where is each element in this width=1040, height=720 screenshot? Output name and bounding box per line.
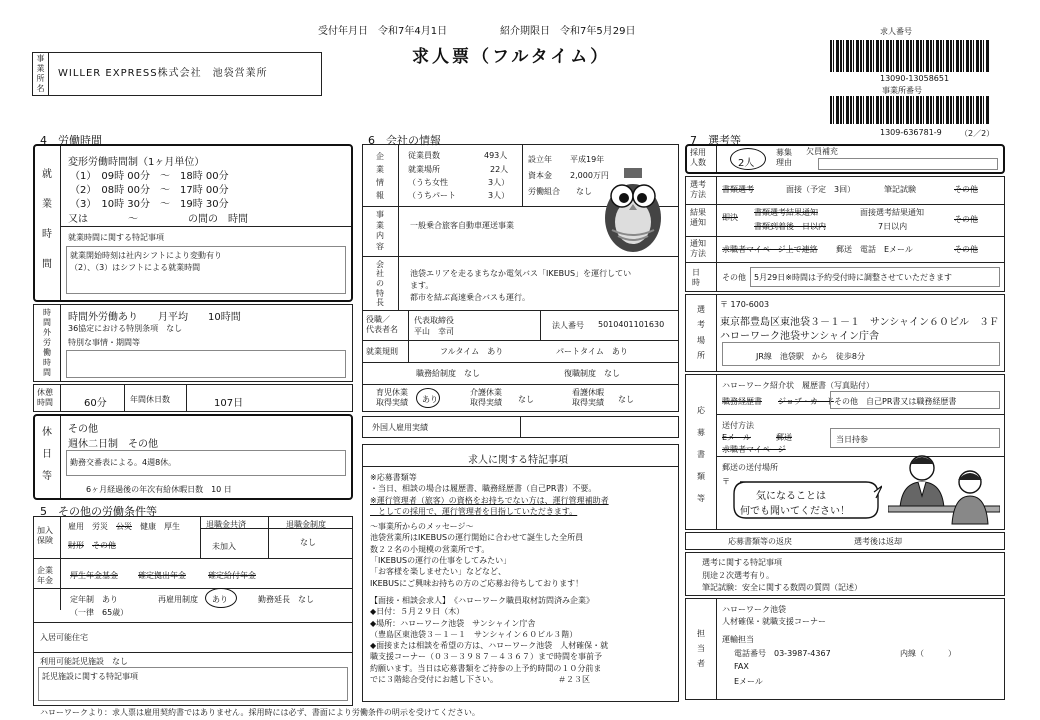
result-label: 結果 通知 — [690, 208, 706, 227]
docs-other: その他 自己PR書又は職務経歴書 — [834, 397, 957, 406]
shift-3: （3） 10時 30分 ～ 19時 30分 — [70, 199, 229, 210]
union: なし — [576, 187, 592, 196]
holiday-other: その他 — [68, 424, 98, 435]
method-other: その他 — [954, 185, 978, 194]
hire-label: 採用 人数 — [690, 148, 706, 167]
owl-mascot-icon — [598, 160, 668, 256]
extension: 勤務延長 なし — [258, 595, 314, 604]
pension-2: 確定拠出年金 — [138, 571, 186, 580]
page-number: （2／2） — [960, 129, 995, 138]
work-system: 変形労働時間制（1ヶ月単位） — [68, 157, 205, 168]
insurance-2: 財形 その他 — [68, 541, 116, 550]
job-number: 13090-13058651 — [880, 74, 950, 83]
women: 3人） — [488, 178, 510, 187]
capital-label: 資本金 — [528, 171, 552, 180]
expiry-date: 紹介期限日 令和7年5月29日 — [500, 26, 636, 37]
insurance-label: 加入 保険 — [37, 526, 53, 545]
corp-no: 5010401101630 — [598, 320, 665, 329]
select-note-1: 別途２次選考有り。 — [702, 571, 774, 580]
bubble-line-2: 何でも聞いてください！ — [740, 506, 850, 517]
pension-3: 確定給付年金 — [208, 571, 256, 580]
method-strike: 書類選考 — [722, 185, 754, 194]
shift-1: （1） 09時 00分 ～ 18時 00分 — [70, 171, 229, 182]
founded: 平成19年 — [570, 155, 605, 164]
childcare-note: 託児施設に関する特記事項 — [42, 672, 138, 681]
insurance: 雇用 労災 公災 健康 厚生 — [68, 522, 180, 531]
docs-strike2: ジョブ・カード — [778, 397, 834, 406]
docs-items: ハローワーク紹介状 履歴書（写真貼付） — [722, 381, 874, 390]
hire-count: 2人 — [738, 158, 755, 169]
housing: 入居可能住宅 — [40, 633, 88, 642]
written-test: 筆記試験 — [884, 185, 916, 194]
hire-count-circle — [730, 148, 766, 170]
bubble-line-1: 気になることは — [756, 491, 826, 502]
reason: 欠員補充 — [806, 147, 838, 156]
reemploy-value: あり — [212, 595, 228, 604]
or-line: 又は ～ の間の 時間 — [68, 214, 248, 225]
notify: 郵送 電話 Eメール — [836, 245, 913, 254]
place-label: 選 考 場 所 — [697, 304, 705, 361]
job-number-label: 求人番号 — [880, 27, 912, 36]
office-number-barcode — [830, 96, 990, 124]
rep-name: 平山 幸司 — [414, 327, 454, 336]
job-number-barcode — [830, 40, 990, 72]
employees: 493人 — [484, 151, 508, 160]
paid-leave: 6ヶ月経過後の年次有給休暇日数 10 日 — [86, 485, 232, 494]
site-label: 就業場所 — [408, 165, 440, 174]
date-label: 日 時 — [692, 268, 700, 287]
union-label: 労働組合 — [528, 187, 560, 196]
break-value: 60分 — [84, 398, 107, 409]
contact-corner: 人材確保・就職支援コーナー — [722, 617, 826, 626]
overtime-label: 時 間 外 労 働 時 間 — [43, 308, 51, 377]
special-cond: 特別な事情・期間等 — [68, 338, 140, 347]
features-2: ます。 — [410, 281, 434, 290]
features-3: 都市を結ぶ高速乗合バスも運行。 — [410, 293, 530, 302]
sec5-title: 5 その他の労働条件等 — [40, 505, 157, 518]
business: 一般乗合旅客自動車運送事業 — [410, 221, 514, 230]
holiday-system: 週休二日制 その他 — [68, 439, 158, 450]
special-hours-2: （2）、（3）はシフトによる就業時間 — [70, 263, 201, 272]
rep-label: 役職／ 代表者名 — [366, 315, 398, 334]
corp-no-label: 法人番号 — [552, 321, 584, 330]
contact-phone: 電話番号 03-3987-4367 — [734, 649, 831, 658]
address: 東京都豊島区東池袋３－１－１ サンシャイン６０ビル ３Ｆ — [720, 317, 1000, 328]
special-cond-box — [66, 350, 346, 378]
contact-person: 運輸担当 — [722, 635, 754, 644]
care-leave-label: 介護休業 取得実績 — [470, 388, 502, 407]
send-strike1: Eメール — [722, 433, 751, 442]
method: 面接（予定 3回） — [786, 185, 856, 194]
part: 3人） — [488, 191, 510, 200]
venue: ハローワーク池袋サンシャイン庁舎 — [720, 331, 880, 342]
annual-holidays: 107日 — [214, 398, 244, 409]
method-label: 選考 方法 — [690, 180, 706, 199]
nursing-leave-label: 看護休暇 取得実績 — [572, 388, 604, 407]
pension-1: 厚生年金基金 — [70, 571, 118, 580]
result-interview: 面接選考結果通知 — [860, 208, 924, 217]
result-other: その他 — [954, 215, 978, 224]
docs-label: 応 募 書 類 等 — [697, 406, 705, 503]
agreement-line: 36協定における特別条項 なし — [68, 324, 183, 333]
capital: 2,000万円 — [570, 171, 609, 180]
zip: 〒 170-6003 — [720, 300, 770, 309]
annual-holidays-label: 年間休日数 — [130, 395, 170, 404]
notify-strike: 求職者マイページ上で連絡 — [722, 245, 818, 254]
result-immediate: 即決 — [722, 213, 738, 222]
childcare: 利用可能託児施設 なし — [40, 657, 128, 666]
rules-label: 就業規則 — [366, 347, 398, 356]
pension-label: 企業 年金 — [37, 566, 53, 585]
features-1: 池袋エリアを走るまちなか電気バス「IKEBUS」を運行してい — [410, 269, 632, 278]
holiday-label: 休 日 等 — [42, 427, 52, 482]
date-other: その他 — [722, 273, 746, 282]
page-title: 求人票（フルタイム） — [412, 47, 611, 67]
send-strike2: 郵送 — [776, 433, 792, 442]
return-label: 応募書類等の返戻 — [728, 537, 792, 546]
docs-strike1: 職務経歴書 — [722, 397, 762, 406]
shift-2: （2） 08時 00分 ～ 17時 00分 — [70, 185, 229, 196]
notify-other: その他 — [954, 245, 978, 254]
special-lines: ※応募書類等 ・当日、相談の場合は履歴書、職務経歴書（自己PR書）不要。 ※運行管理者（旅客）の資格をお持ちでない方は、運行管理補助者 としての採用で、運行管理者を目指していただきます。 ～事業所からのメッセージ～ 池袋営業所はIKEBUSの運行開始に合わせて誕生した全所員 数２２名の小規模の営業所です。 「IKEBUSの運行の仕事をしてみたい」 「お客様を楽しませたい」などなど、 IKEBUSにご興味お持ちの方のご応募お待ちしております！ 【面接・相談会求人】 《ハローワーク職員取材訪問済み企業》 ◆日付：５月２９日（木） ◆場所：ハローワーク池袋 サンシャイン庁舎 （豊島区東池袋３－１－１ サンシャイン６０ビル３階） ◆面接または相談を希望の方は、ハローワーク池袋 人材確保・就 職支援コーナー（０３－３９８７－４３６７）まで時間を事前予 約願います。当日は応募書類をご持参の上予約時間の１０分前ま でに３階総合受付にお越し下さい。 ＃２３区 — [370, 473, 609, 685]
childcare-leave-value: あり — [422, 395, 438, 404]
retire-fund-value: 未加入 — [212, 542, 236, 551]
received-date: 受付年月日 令和7年4月1日 — [318, 26, 448, 37]
rep-title: 代表取締役 — [414, 316, 454, 325]
employees-label: 従業員数 — [408, 151, 440, 160]
holiday-note: 勤務交番表による。4週8休。 — [70, 458, 177, 467]
allowance: 職務給制度 なし — [416, 369, 480, 378]
reason-box — [818, 158, 998, 170]
sec6-title: 6 会社の情報 — [368, 134, 441, 147]
access: JR線 池袋駅 から 徒歩8分 — [756, 352, 866, 361]
age-limit: 定年制 あり — [70, 595, 118, 604]
contact-email: Eメール — [734, 677, 763, 686]
overtime-line: 時間外労働あり 月平均 10時間 — [68, 312, 241, 323]
part-label: （うちパート — [408, 191, 456, 200]
foreign: 外国人雇用実績 — [372, 423, 428, 432]
reemploy: 再雇用制度 — [158, 595, 198, 604]
features-label: 会 社 の 特 長 — [376, 259, 384, 308]
special-title: 求人に関する特記事項 — [468, 455, 568, 466]
sec7-title: 7 選考等 — [690, 134, 741, 147]
childcare-leave-label: 育児休業 取得実績 — [376, 388, 408, 407]
reason-label: 募集 理由 — [776, 148, 792, 167]
post-zip: 〒 — [722, 477, 730, 486]
contact-ext: 内線（ ） — [900, 649, 956, 658]
rules-part: パートタイム あり — [556, 347, 628, 356]
care-leave-value: なし — [518, 395, 534, 404]
contact-office: ハローワーク池袋 — [722, 605, 786, 614]
break-label: 休憩 時間 — [37, 388, 53, 407]
sec4-title: 4 労働時間 — [40, 134, 102, 147]
special-hours-label: 就業時間に関する特記事項 — [68, 233, 164, 242]
footer-note: ハローワークより：求人票は雇用契約書ではありません。採用時には必ず、書面により労働条件の明示を受けてください。 — [40, 708, 480, 717]
contact-fax: FAX — [734, 662, 749, 671]
special-hours-1: 就業開始時刻は社内シフトにより変動有り — [70, 251, 222, 260]
shugyo-label: 就 業 時 間 — [42, 169, 52, 270]
women-label: （うち女性 — [408, 178, 448, 187]
result-doc: 書類選考結果通知 — [754, 208, 818, 217]
nursing-leave-value: なし — [618, 395, 634, 404]
age-limit-detail: （一律 65歳） — [70, 608, 129, 617]
post-place: 郵送の送付場所 — [722, 463, 778, 472]
send-label: 送付方法 — [722, 421, 754, 430]
return-value: 選考後は返却 — [854, 537, 902, 546]
retire-system-value: なし — [300, 538, 316, 547]
business-label: 事 業 内 容 — [376, 210, 384, 251]
select-note-label: 選考に関する特記事項 — [702, 558, 782, 567]
send-bring: 当日持参 — [836, 435, 868, 444]
company-info-label: 企 業 情 報 — [376, 151, 384, 200]
company-label: 事 業 所 名 — [36, 54, 45, 93]
staff-illustration-icon — [888, 452, 1000, 526]
reinstate: 復職制度 なし — [564, 369, 620, 378]
select-note-2: 筆記試験：安全に関する数問の質問（記述） — [702, 583, 862, 592]
date-text: 5月29日※時間は予約受付時に調整させていただきます — [754, 273, 952, 282]
result-doc2: 書類到着後 日以内 — [754, 222, 826, 231]
notify-label: 通知 方法 — [690, 239, 706, 258]
founded-label: 設立年 — [528, 155, 552, 164]
break-box — [33, 384, 353, 412]
office-number-label: 事業所番号 — [882, 86, 922, 95]
reemploy-circle — [205, 588, 237, 608]
retire-system-label: 退職金制度 — [286, 520, 326, 529]
contact-label: 担 当 者 — [697, 628, 705, 669]
company-name: WILLER EXPRESS株式会社 池袋営業所 — [58, 68, 268, 79]
site: 22人 — [490, 165, 509, 174]
childcare-leave-circle — [416, 388, 440, 408]
office-number: 1309-636781-9 — [880, 128, 942, 137]
result-days: 7日以内 — [878, 222, 908, 231]
rules-full: フルタイム あり — [440, 347, 504, 356]
send-strike3: 求職者マイページ — [722, 445, 786, 454]
retire-fund-label: 退職金共済 — [206, 520, 246, 529]
